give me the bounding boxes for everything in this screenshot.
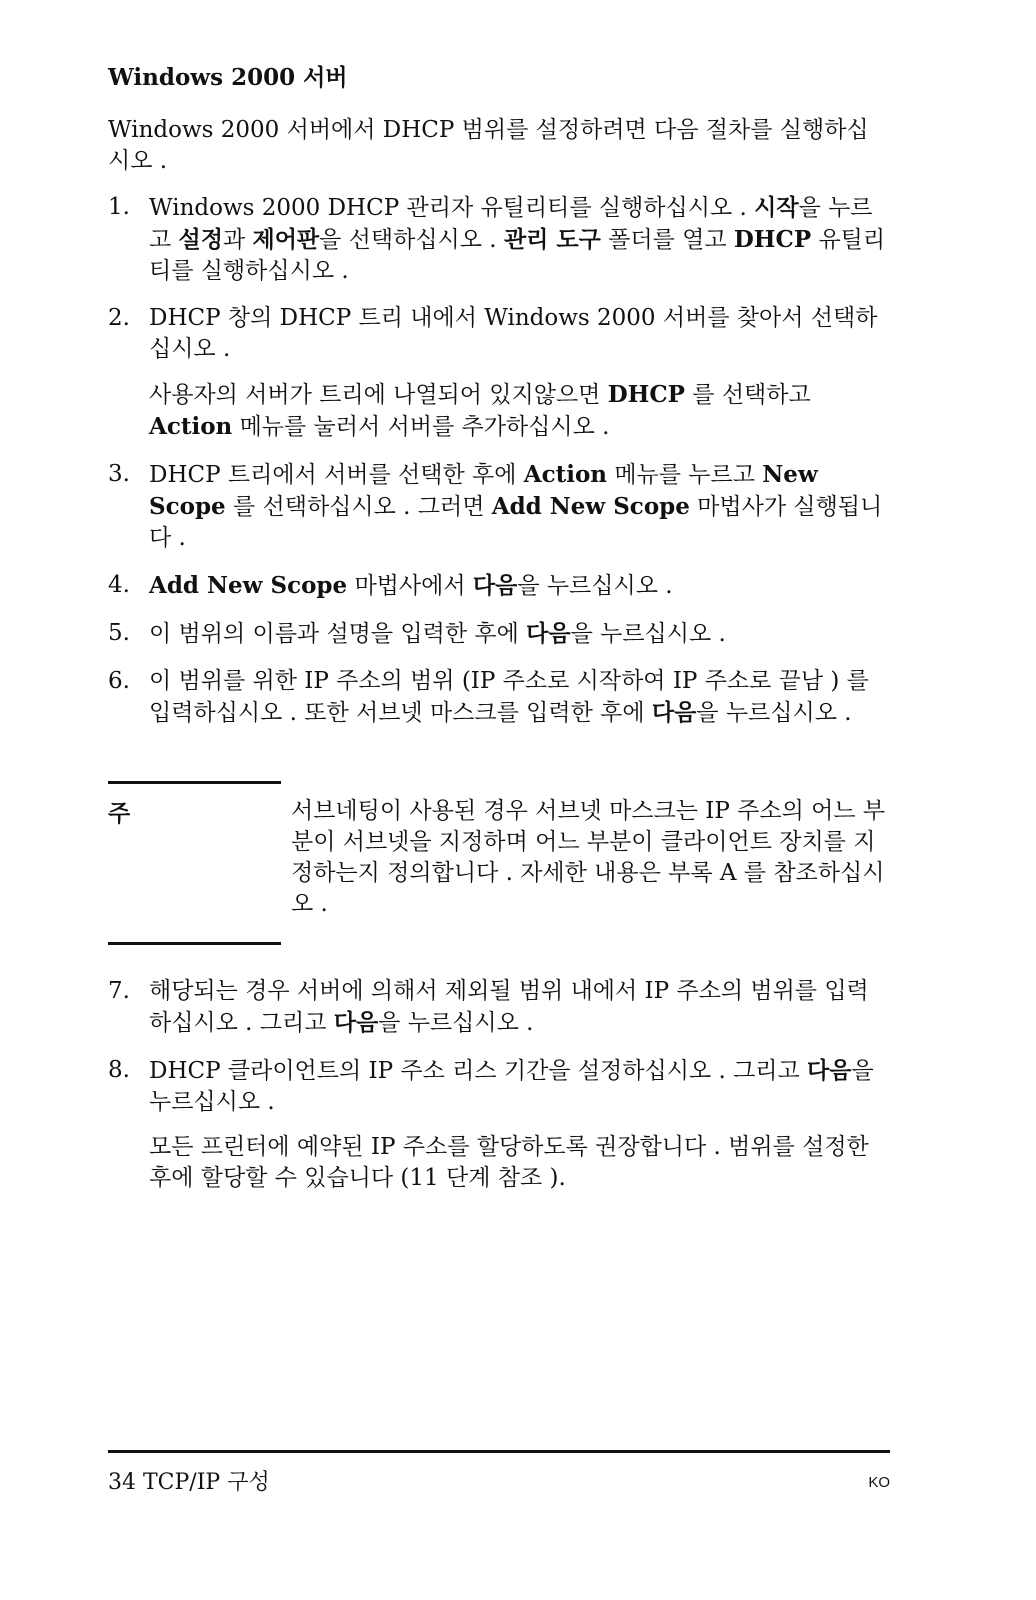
step-text: 이 범위의 이름과 설명을 입력한 후에	[149, 621, 527, 647]
step-emphasis: 제어판	[252, 226, 320, 253]
step-emphasis: Action	[523, 461, 608, 488]
step-text: 메뉴를 누르고	[607, 462, 763, 488]
step-text: 메뉴를 눌러서 서버를 추가하십시오 .	[232, 414, 610, 440]
step-text: Windows 2000 DHCP 관리자 유틸리티를 실행하십시오 .	[149, 195, 755, 221]
step-text: 을 누르십시오 .	[378, 1010, 534, 1036]
step-number: 5.	[108, 620, 130, 646]
step-text: 를 선택하고	[684, 382, 811, 408]
step-emphasis: 다음	[651, 699, 697, 726]
step-text: DHCP 클라이언트의 IP 주소 리스 기간을 설정하십시오 . 그리고	[149, 1058, 808, 1084]
footer-divider	[108, 1450, 890, 1453]
step-emphasis: 다음	[807, 1057, 852, 1084]
step-text: DHCP 트리에서 서버를 선택한 후에	[149, 462, 524, 488]
step-4	[108, 570, 890, 602]
step-number: 6.	[108, 668, 130, 694]
step-emphasis: 시작	[754, 194, 799, 221]
step-number: 8.	[108, 1057, 130, 1083]
step-2	[108, 303, 890, 443]
step-text: 과	[222, 227, 253, 253]
step-emphasis: Add New Scope	[491, 493, 690, 520]
step-emphasis: DHCP	[733, 226, 812, 253]
step-6	[108, 666, 890, 729]
note-label: 주	[108, 800, 131, 827]
step-text: 을 누르고	[149, 195, 873, 253]
step-emphasis: Action	[149, 413, 233, 440]
step-emphasis: 다음	[333, 1009, 379, 1036]
step-number: 1.	[108, 194, 130, 220]
step-emphasis: 관리 도구	[503, 226, 601, 253]
step-text: 를 선택하십시오 . 그러면	[225, 494, 492, 520]
step-emphasis: 설정	[178, 226, 223, 253]
footer-language-code: KO	[868, 1474, 890, 1491]
step-emphasis: DHCP	[607, 381, 685, 408]
step-8	[108, 1055, 890, 1194]
step-text: 이 범위를 위한 IP 주소의 범위 (IP 주소로 시작하여 IP 주소로 끝남 ) 를 입력하십시오 . 또한 서브넷 마스크를 입력한 후에	[149, 668, 869, 726]
step-text: 을 누르십시오 .	[517, 573, 673, 599]
step-text: 을 선택하십시오 .	[319, 227, 504, 253]
steps-list-continued	[108, 976, 890, 1210]
step-number: 3.	[108, 461, 130, 487]
step-text: 을 누르십시오 .	[570, 621, 726, 647]
intro-paragraph: Windows 2000 서버에서 DHCP 범위를 설정하려면 다음 절차를 실행하십시오 .	[108, 117, 869, 174]
note-text: 서브네팅이 사용된 경우 서브넷 마스크는 IP 주소의 어느 부분이 서브넷을 지정하며 어느 부분이 클라이언트 장치를 지정하는지 정의합니다 . 자세한 내용은 부록 A 를 참조하십시오 .	[291, 798, 886, 917]
step-text: 폴더를 열고	[600, 227, 734, 253]
note-divider-top	[108, 781, 281, 784]
step-text: 을 누르십시오 .	[696, 700, 852, 726]
step-number: 4.	[108, 572, 130, 598]
footer-page-label: 34 TCP/IP 구성	[108, 1470, 270, 1495]
step-text: DHCP 창의 DHCP 트리 내에서 Windows 2000 서버를 찾아서 선택하십시오 .	[149, 305, 878, 362]
steps-list	[108, 192, 890, 745]
step-number: 2.	[108, 305, 130, 331]
step-text: 해당되는 경우 서버에 의해서 제외될 범위 내에서 IP 주소의 범위를 입력하십시오 . 그리고	[149, 978, 869, 1036]
note-divider-bottom	[108, 942, 281, 945]
step-text: 유틸리티를 실행하십시오 .	[149, 227, 886, 284]
section-heading: Windows 2000 서버	[108, 64, 348, 91]
step-number: 7.	[108, 978, 130, 1004]
step-3	[108, 459, 890, 554]
step-5	[108, 618, 890, 650]
step-text: 사용자의 서버가 트리에 나열되어 있지않으면	[149, 382, 608, 408]
step-text: 마법사가 실행됩니다 .	[149, 494, 883, 551]
step-text: 을 누르십시오 .	[149, 1058, 874, 1115]
step-subparagraph	[149, 379, 890, 443]
step-emphasis: Add New Scope	[149, 572, 348, 599]
step-7	[108, 976, 890, 1039]
step-emphasis: 다음	[526, 620, 571, 647]
step-1	[108, 192, 890, 287]
step-emphasis: 다음	[472, 572, 518, 599]
step-subparagraph: 모든 프린터에 예약된 IP 주소를 할당하도록 권장합니다 . 범위를 설정한 후에 할당할 수 있습니다 (11 단계 참조 ).	[149, 1134, 869, 1191]
step-text: 마법사에서	[347, 573, 473, 599]
step-emphasis: New Scope	[149, 461, 818, 520]
